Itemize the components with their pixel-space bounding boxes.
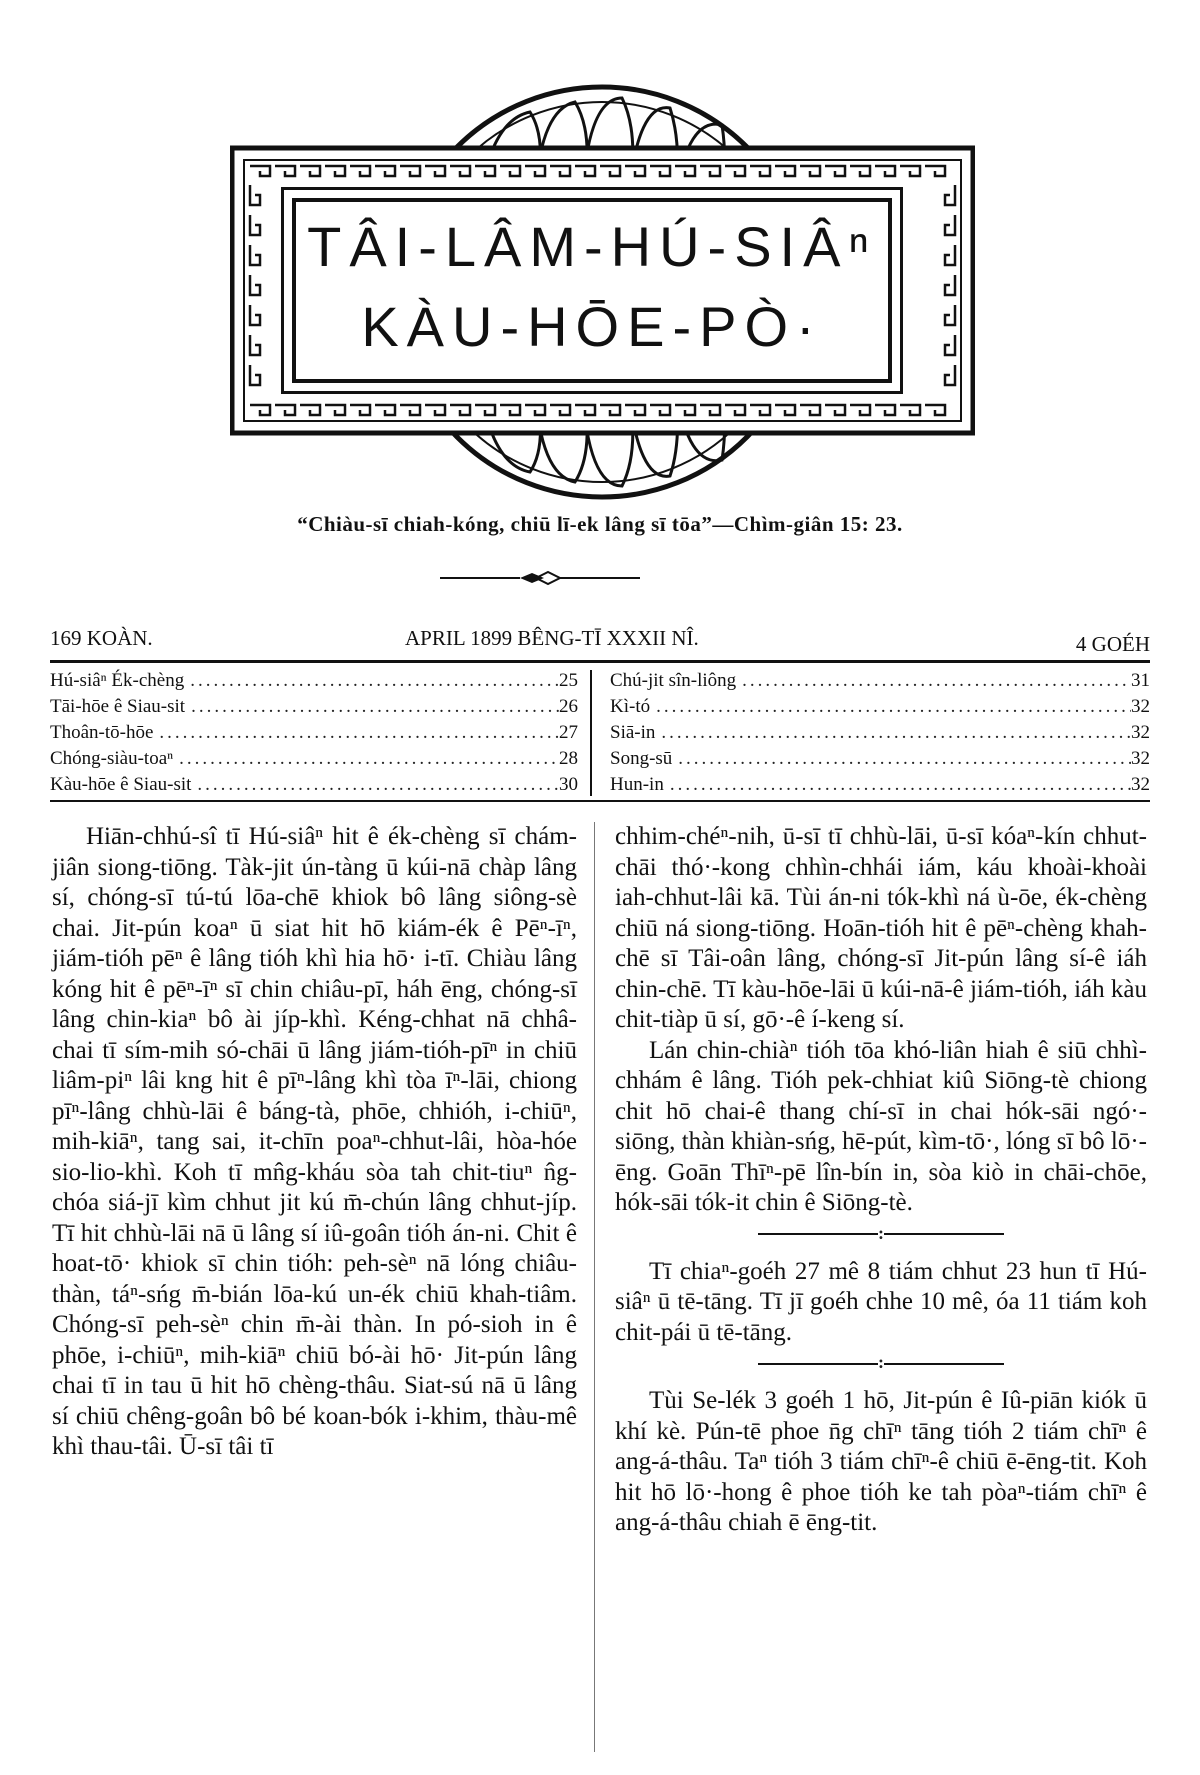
title-line-2: KÀU-HŌE-PÒ· <box>361 295 823 358</box>
article-paragraph: Hiān-chhú-sî tī Hú-siâⁿ hit ê ék-chèng sī chám-jiân siong-tiōng. Tàk-jit ún-tàng ū kúi-nā chàp lâng sí, chóng-sī tú-tú lōa-chē khiok bô lâng siông-sè chai. Jit-pún koaⁿ ū siat hit hō kiám-ék ê Pēⁿ-īⁿ, jiám-tióh pēⁿ ê lâng tióh khì hia hō· i-tī. Chiàu lâng kóng hit ê pēⁿ-īⁿ sī chin chiâu-pī, háh ēng, chóng-sī lâng chin-kiaⁿ bô ài jíp-khì. Kéng-chhat nā chhâ-chai tī sím-mih só-chāi ū lâng jiám-tióh-pīⁿ in chiū liâm-piⁿ lâi kng hit ê pīⁿ-lâng khì tòa īⁿ-lāi, chiong pīⁿ-lâng chhù-lāi ê báng-tà, phōe, chhióh, i-chiūⁿ, mih-kiāⁿ, tang sai, it-chīn poaⁿ-chhut-lâi, hòa-hóe sio-lio-khì. Koh tī mn̂g-kháu sòa tah chit-tiuⁿ n̂g-chóa siá-jī kìm chhut jit kú m̄-chún lâng chhut-jíp. Tī hit chhù-lāi nā ū lâng sí iû-goân tióh án-ni. Chit ê hoat-tō· khiok sī chin tióh: peh-sèⁿ nā lóng chiâu-thàn, táⁿ-sńg m̄-bián lōa-kú un-ék chiū khah-tiâm. Chóng-sī peh-sèⁿ chin m̄-ài thàn. In pó-sioh in ê phōe, i-chiūⁿ, mih-kiāⁿ chiū bó-ài hō· Jit-pún lâng chai tī in tau ū hit hō chèng-thâu. Siat-sú nā ū lâng sí chiū chêng-goân bô bé koan-bók i-khim, thàu-mê khì thau-tâi. Ū-sī tâi tī <box>52 823 577 1460</box>
section-divider: : <box>615 1219 1147 1247</box>
toc-page: 32 <box>1131 722 1150 743</box>
volume-number: 169 KOÀN. <box>50 626 153 650</box>
toc-rule <box>50 800 1150 802</box>
divider-ornament <box>440 570 640 586</box>
toc-separator <box>590 670 592 796</box>
article-paragraph: Lán chin-chiàⁿ tióh tōa khó-liân hiah ê siū chhì-chhám ê lâng. Tióh pek-chhiat kiû Siōng-tè chiong chit hō chai-ê thang chí-sī in chai hók-sāi ngó·-siōng, thàn khiàn-sńg, hē-pút, kìm-tō·, lóng sī bô lō·-ēng. Goān Thīⁿ-pē lîn-bín in, sòa kiò in chāi-chōe, hók-sāi tók-it chin ê Siōng-tè. <box>615 1036 1147 1216</box>
toc-title: Chú-jit sîn-liông <box>610 670 737 691</box>
masthead <box>230 80 975 505</box>
toc-title: Siā-in <box>610 722 656 743</box>
toc-title: Hun-in <box>610 774 664 795</box>
toc-entry <box>610 718 1150 744</box>
toc-title: Song-sū <box>610 748 673 769</box>
toc-entry <box>50 692 578 718</box>
toc-page: 27 <box>559 722 578 743</box>
article-left-column <box>52 822 577 1463</box>
toc-page: 31 <box>1131 670 1150 691</box>
toc-title: Thoân-tō-hōe <box>50 722 154 743</box>
article-paragraph: Tùi Se-lék 3 goéh 1 hō, Jit-pún ê Iû-piān kiók ū khí kè. Pún-tē phoe n̄g chīⁿ tāng tióh 2 tiám chīⁿ ê ang-á-thâu. Taⁿ tióh 3 tiám chīⁿ-ê chiū ē-ēng-tit. Koh hit hō lō·-hong ê phoe tióh ke tah pòaⁿ-tiám chīⁿ ê ang-á-thâu chiah ē ēng-tit. <box>615 1387 1147 1536</box>
issue-date: APRIL 1899 BÊNG-TĪ XXXII NÎ. <box>405 626 699 650</box>
article-right-column <box>615 822 1147 1539</box>
table-of-contents <box>50 666 1150 798</box>
title-line-1: TÂI-LÂM-HÚ-SIÂⁿ <box>307 215 877 278</box>
issue-header <box>50 622 1150 656</box>
toc-entry <box>610 770 1150 796</box>
toc-page: 32 <box>1131 696 1150 717</box>
toc-entry <box>50 770 578 796</box>
toc-page: 28 <box>559 748 578 769</box>
toc-title: Kàu-hōe ê Siau-sit <box>50 774 192 795</box>
toc-page: 32 <box>1131 748 1150 769</box>
toc-entry <box>50 718 578 744</box>
section-divider: : <box>615 1348 1147 1376</box>
toc-right-column <box>610 666 1150 796</box>
toc-entry <box>610 692 1150 718</box>
toc-title: Kì-tó <box>610 696 651 717</box>
header-rule <box>50 660 1150 663</box>
toc-entry <box>610 744 1150 770</box>
column-separator <box>594 822 595 1752</box>
toc-entry <box>610 666 1150 692</box>
toc-entry <box>50 744 578 770</box>
toc-page: 25 <box>559 670 578 691</box>
toc-page: 30 <box>559 774 578 795</box>
toc-title: Tāi-hōe ê Siau-sit <box>50 696 186 717</box>
toc-page: 26 <box>559 696 578 717</box>
toc-title: Hú-siâⁿ Ék-chèng <box>50 670 185 691</box>
toc-title: Chóng-siàu-toaⁿ <box>50 748 174 769</box>
toc-page: 32 <box>1131 774 1150 795</box>
motto: “Chiàu-sī chiah-kóng, chiū lī-ek lâng sī tōa”—Chìm-giân 15: 23. <box>297 512 903 536</box>
article-paragraph: chhim-chéⁿ-nih, ū-sī tī chhù-lāi, ū-sī kóaⁿ-kín chhut-chāi thó·-kong chhìn-chhái iám, káu khoài-khoài iah-chhut-lâi kā. Tùi án-ni tók-khì ná ù-ōe, ék-chèng chiū ná siong-tiōng. Hoān-tióh hit ê pēⁿ-chèng khah-chē sī Tâi-oân lâng, chóng-sī Jit-pún lâng sí-ê iáh chin-chē. Tī kàu-hōe-lāi ū kúi-nā-ê jiám-tióh, iáh kàu chit-tiàp ū sí, gō·-ê í-keng sí. <box>615 823 1147 1033</box>
issue-number: 4 GOÉH <box>1075 632 1150 656</box>
title-box <box>292 198 892 383</box>
article-paragraph: Tī chiaⁿ-goéh 27 mê 8 tiám chhut 23 hun tī Hú-siâⁿ ū tē-tāng. Tī jī goéh chhe 10 mê, óa 11 tiám koh chit-pái ū tē-tāng. <box>615 1257 1147 1346</box>
toc-entry <box>50 666 578 692</box>
toc-left-column <box>50 666 578 796</box>
